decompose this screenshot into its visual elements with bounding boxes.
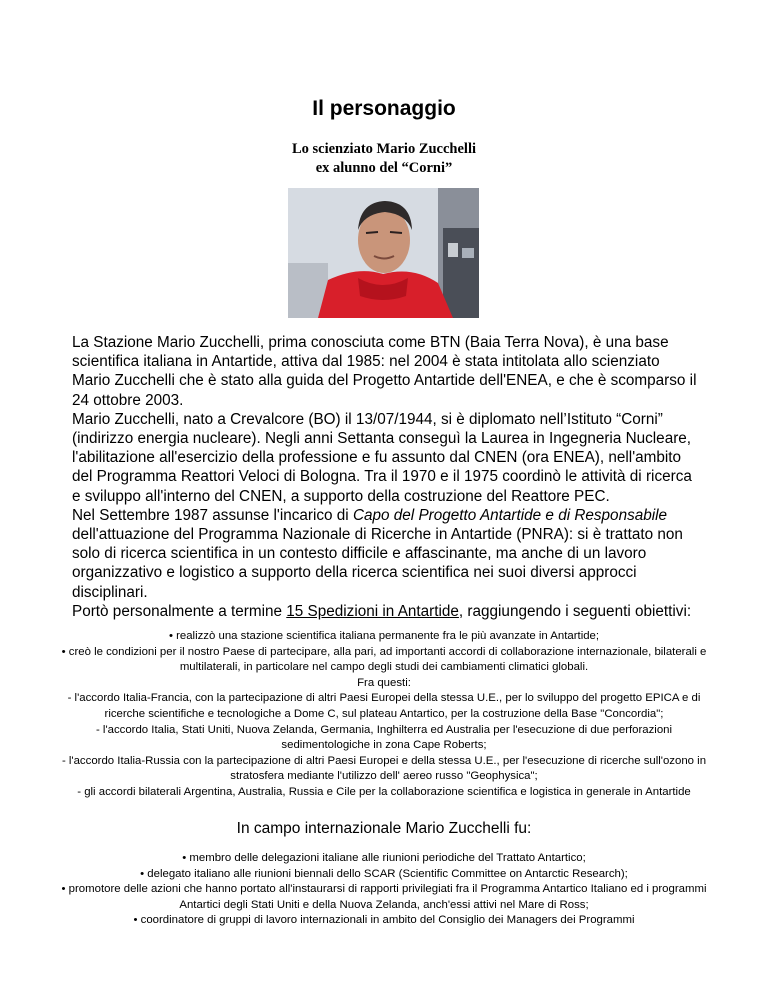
list-item: - l'accordo Italia-Russia con la partecipazione di altri Paesi Europei e della stessa U.E., per l'esecuzione di ricerche sull'ozono in stratosfera mediante l'utilizzo dell' aereo russo "Geophysica";	[61, 754, 707, 783]
body-paragraph-2: Mario Zucchelli, nato a Crevalcore (BO) il 13/07/1944, si è diplomato nell’Istituto “Corni” (indirizzo energia nucleare). Negli anni Settanta conseguì la Laurea in Ingegneria Nucleare, l'abilitazione all'esercizio della professione e fu assunto dal CNEN (ora ENEA), nell'ambito del Programma Reattori Veloci di Bologna. Tra il 1970 e il 1975 coordinò le attività di ricerca e sviluppo all'interno del CNEN, a supporto della costruzione del Reattore PEC.	[72, 410, 692, 505]
international-roles-list	[55, 851, 713, 929]
list-item: • delegato italiano alle riunioni biennali dello SCAR (Scientific Committee on Antarctic Research);	[140, 867, 628, 880]
list-item: • creò le condizioni per il nostro Paese di partecipare, alla pari, ad importanti accordi di collaborazione internazionale, bilaterali e multilaterali, in particolare nel campo degli studi dei cambiamenti climatici globali.	[61, 645, 707, 674]
list-item: • promotore delle azioni che hanno portato all'instaurarsi di rapporti privilegiati fra il Programma Antartico Italiano ed i programmi Antartici degli Stati Uniti e della Nuova Zelanda, anch'essi attivi nel Mare di Ross;	[61, 883, 707, 911]
body-paragraph-3: Nel Settembre 1987 assunse l'incarico di Capo del Progetto Antartide e di Responsabile dell'attuazione del Programma Nazionale di Ricerche in Antartide (PNRA): si è trattato non solo di ricerca scientifica in un contesto difficile e affascinante, ma anche di un lavoro organizzativo e logistico a supporto della ricerca scientifica nei suoi diversi approcci disciplinari.	[72, 506, 683, 601]
spedizioni-link[interactable]: 15 Spedizioni in Antartide	[286, 602, 459, 620]
body-paragraph-3-italic: Capo del Progetto Antartide e di Responsabile	[352, 506, 668, 524]
portrait-photo	[288, 188, 479, 318]
portrait-photo-drawing	[288, 188, 479, 318]
list-item: - gli accordi bilaterali Argentina, Australia, Russia e Cile per la collaborazione scientifica e logistica in generale in Antartide	[77, 785, 691, 798]
subtitle-line-2: ex alunno del “Corni”	[315, 160, 453, 176]
subtitle	[0, 140, 768, 178]
body-text	[72, 333, 698, 621]
list-item: Fra questi:	[357, 676, 411, 689]
list-item: • realizzò una stazione scientifica italiana permanente fra le più avanzate in Antartide;	[168, 630, 600, 642]
international-heading: In campo internazionale Mario Zucchelli fu:	[236, 820, 532, 837]
body-paragraph-4: Portò personalmente a termine 15 Spedizioni in Antartide, raggiungendo i seguenti obiettivi:	[72, 602, 692, 620]
objectives-list	[55, 629, 713, 801]
list-item: • membro delle delegazioni italiane alle riunioni periodiche del Trattato Antartico;	[182, 852, 586, 864]
list-item: - l'accordo Italia, Stati Uniti, Nuova Zelanda, Germania, Inghilterra ed Australia per l'esecuzione di due perforazioni sedimentologiche in zona Cape Roberts;	[95, 723, 673, 752]
list-item: • coordinatore di gruppi di lavoro internazionali in ambito del Consiglio dei Managers dei Programmi	[133, 914, 635, 927]
list-item: - l'accordo Italia-Francia, con la partecipazione di altri Paesi Europei della stessa U.E., per lo sviluppo del progetto EPICA e di ricerche scientifiche e tecnologiche a Dome C, sul plateau Antartico, per la costruzione della Base "Concordia";	[67, 692, 701, 720]
body-paragraph-1: La Stazione Mario Zucchelli, prima conosciuta come BTN (Baia Terra Nova), è una base scientifica italiana in Antartide, attiva dal 1985: nel 2004 è stata intitolata allo scienziato Mario Zucchelli che è stato alla guida del Progetto Antartide dell'ENEA, e che è scomparso il 24 ottobre 2003.	[72, 334, 697, 409]
photo-shelf	[443, 228, 479, 318]
subtitle-line-1: Lo scienziato Mario Zucchelli	[291, 141, 477, 157]
page-title: Il personaggio	[312, 97, 456, 120]
